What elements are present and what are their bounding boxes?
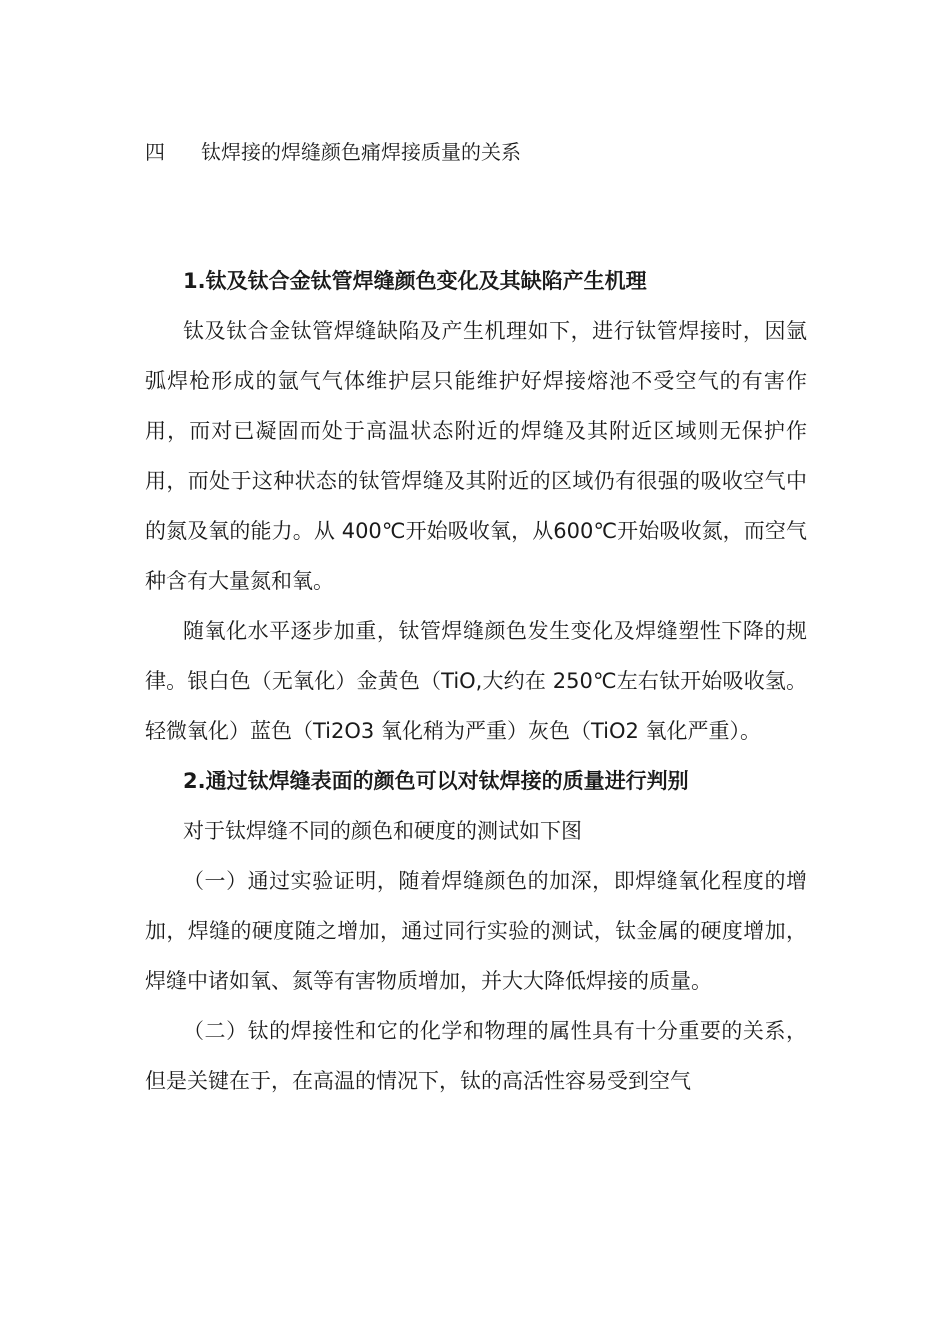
paragraph: （二）钛的焊接性和它的化学和物理的属性具有十分重要的关系，但是关键在于，在高温的情况下，钛的高活性容易受到空气 — [145, 1019, 807, 1093]
paragraph: 随氧化水平逐步加重，钛管焊缝颜色发生变化及焊缝塑性下降的规律。银白色（无氧化）金黄色（TiO,大约在 250℃左右钛开始吸收氢。轻微氧化）蓝色（Ti2O3 氧化稍为严重）灰色（TiO2 氧化严重）。 — [145, 619, 807, 743]
paragraph: 钛及钛合金钛管焊缝缺陷及产生机理如下，进行钛管焊接时，因氩弧焊枪形成的氩气气体维护层只能维护好焊接熔池不受空气的有害作用，而对已凝固而处于高温状态附近的焊缝及其附近区域则无保护作用，而处于这种状态的钛管焊缝及其附近的区域仍有很强的吸收空气中的氮及氧的能力。从 400℃开始吸收氧，从600℃开始吸收氮，而空气种含有大量氮和氧。 — [145, 319, 807, 593]
section-title: 钛焊接的焊缝颜色痛焊接质量的关系 — [201, 140, 521, 164]
document-body — [145, 256, 807, 1106]
section-heading — [145, 138, 521, 166]
section-number: 四 — [145, 140, 165, 164]
subheading-2: 2.通过钛焊缝表面的颜色可以对钛焊接的质量进行判别 — [183, 769, 689, 793]
paragraph: 对于钛焊缝不同的颜色和硬度的测试如下图 — [183, 819, 582, 843]
subheading-1: 1.钛及钛合金钛管焊缝颜色变化及其缺陷产生机理 — [183, 269, 647, 293]
paragraph: （一）通过实验证明，随着焊缝颜色的加深，即焊缝氧化程度的增加，焊缝的硬度随之增加，通过同行实验的测试，钛金属的硬度增加，焊缝中诸如氧、氮等有害物质增加，并大大降低焊接的质量。 — [145, 869, 807, 993]
